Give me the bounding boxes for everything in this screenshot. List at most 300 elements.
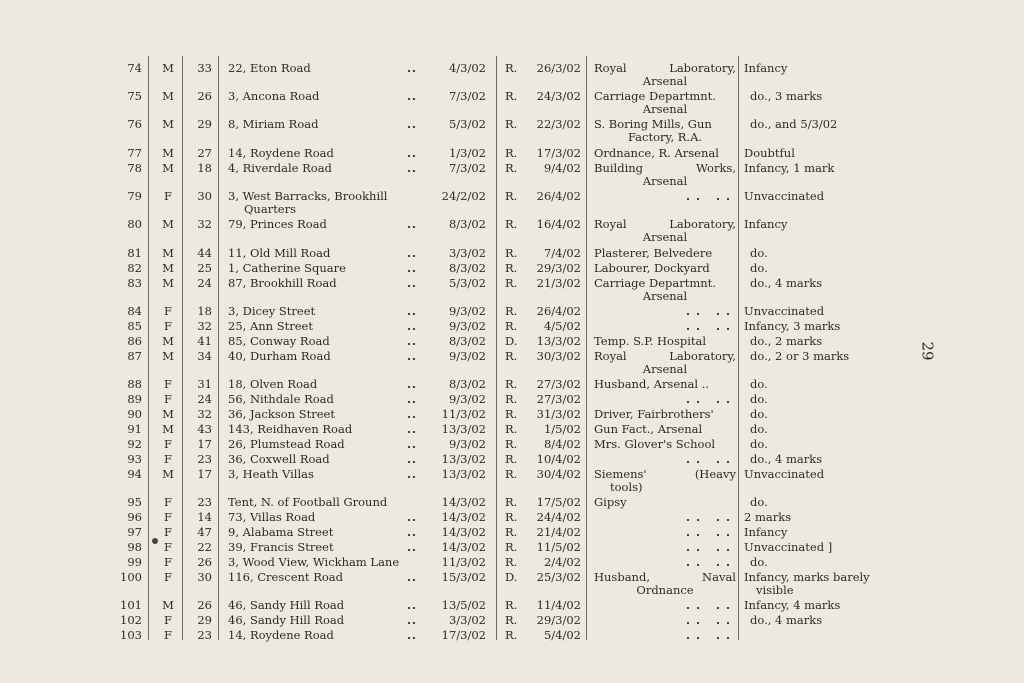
address-cell: 26, Plumstead Road xyxy=(228,437,345,451)
column-rule xyxy=(496,56,497,640)
entry-number: 93 xyxy=(127,452,142,466)
entry-number: 85 xyxy=(127,319,142,333)
sex-cell: M xyxy=(162,217,174,231)
notified-date: 13/3/02 xyxy=(441,422,486,436)
result-cell: R. xyxy=(505,261,518,275)
leader-dots: .. xyxy=(406,422,417,436)
sex-cell: F xyxy=(164,189,172,203)
sex-cell: M xyxy=(162,89,174,103)
occupation-line-1: Royal Laboratory, xyxy=(594,217,736,231)
occupation-line-2: Arsenal xyxy=(642,174,688,188)
sex-cell: M xyxy=(162,407,174,421)
age-cell: 30 xyxy=(197,570,212,584)
discharge-date: 31/3/02 xyxy=(536,407,581,421)
discharge-date: 16/4/02 xyxy=(536,217,581,231)
age-cell: 23 xyxy=(197,628,212,642)
age-cell: 17 xyxy=(197,467,212,481)
notified-date: 9/3/02 xyxy=(448,392,486,406)
result-cell: R. xyxy=(505,349,518,363)
vaccination-line-1: do. xyxy=(750,422,768,436)
occupation-line-2: Factory, R.A. xyxy=(627,130,703,144)
vaccination-cell xyxy=(744,423,914,436)
vaccination-cell xyxy=(744,190,914,203)
notified-date: 3/3/02 xyxy=(448,246,486,260)
leader-dots: .. xyxy=(406,377,417,391)
entry-number: 79 xyxy=(127,189,142,203)
vaccination-line-1: do. xyxy=(750,246,768,260)
leader-dots: .. xyxy=(406,570,417,584)
discharge-date: 30/4/02 xyxy=(536,467,581,481)
occupation-line-1: Royal Laboratory, xyxy=(594,349,736,363)
entry-number: 86 xyxy=(127,334,142,348)
age-cell: 26 xyxy=(197,598,212,612)
vaccination-cell xyxy=(744,90,914,103)
occupation-line-1: Carriage Departmnt. xyxy=(594,89,716,103)
age-cell: 43 xyxy=(197,422,212,436)
ditto-dots: .. .. xyxy=(685,628,736,642)
vaccination-line-1: do. xyxy=(750,261,768,275)
vaccination-line-1: do. xyxy=(750,437,768,451)
age-cell: 32 xyxy=(197,407,212,421)
leader-dots: .. xyxy=(406,349,417,363)
result-cell: D. xyxy=(505,570,518,584)
discharge-date: 26/4/02 xyxy=(536,304,581,318)
ditto-dots: .. .. xyxy=(685,304,736,318)
column-rule xyxy=(218,56,219,640)
occupation-line-2: Arsenal xyxy=(642,362,688,376)
address-line-1: 3, West Barracks, Brookhill xyxy=(228,189,388,203)
sex-cell: M xyxy=(162,598,174,612)
notified-date: 24/2/02 xyxy=(441,189,486,203)
age-cell: 47 xyxy=(197,525,212,539)
entry-number: 99 xyxy=(127,555,142,569)
vaccination-cell xyxy=(744,468,914,481)
entry-number: 97 xyxy=(127,525,142,539)
occupation-cell xyxy=(594,468,736,494)
result-cell: R. xyxy=(505,319,518,333)
vaccination-line-1: do., and 5/3/02 xyxy=(750,117,838,131)
occupation-cell xyxy=(594,262,736,275)
address-cell: 18, Olven Road xyxy=(228,377,318,391)
notified-date: 13/5/02 xyxy=(441,598,486,612)
result-cell: R. xyxy=(505,437,518,451)
address-cell: 4, Riverdale Road xyxy=(228,161,332,175)
ditto-dots: .. .. xyxy=(685,540,736,554)
entry-number: 89 xyxy=(127,392,142,406)
result-cell: R. xyxy=(505,525,518,539)
vaccination-cell xyxy=(744,218,914,231)
notified-date: 13/3/02 xyxy=(441,452,486,466)
sex-cell: M xyxy=(162,61,174,75)
discharge-date: 17/3/02 xyxy=(536,146,581,160)
age-cell: 29 xyxy=(197,613,212,627)
result-cell: R. xyxy=(505,377,518,391)
sex-cell: M xyxy=(162,467,174,481)
address-cell: 11, Old Mill Road xyxy=(228,246,331,260)
ditto-dots: .. .. xyxy=(685,392,736,406)
occupation-line-1: S. Boring Mills, Gun xyxy=(594,117,712,131)
leader-dots: .. xyxy=(406,319,417,333)
vaccination-line-1: Unvaccinated xyxy=(744,467,825,481)
age-cell: 18 xyxy=(197,161,212,175)
column-rule xyxy=(586,56,587,640)
discharge-date: 29/3/02 xyxy=(536,613,581,627)
notified-date: 8/3/02 xyxy=(448,261,486,275)
sex-cell: M xyxy=(162,117,174,131)
occupation-line-1: Temp. S.P. Hospital xyxy=(594,334,707,348)
vaccination-cell xyxy=(744,408,914,421)
age-cell: 18 xyxy=(197,304,212,318)
address-line-2: Quarters xyxy=(244,202,297,216)
sex-cell: F xyxy=(164,377,172,391)
sex-cell: F xyxy=(164,304,172,318)
entry-number: 75 xyxy=(127,89,142,103)
occupation-line-1: Driver, Fairbrothers' xyxy=(594,407,714,421)
notified-date: 14/3/02 xyxy=(441,540,486,554)
occupation-cell xyxy=(594,62,736,88)
leader-dots: .. xyxy=(406,161,417,175)
leader-dots: .. xyxy=(406,525,417,539)
address-cell: 40, Durham Road xyxy=(228,349,331,363)
leader-dots: .. xyxy=(406,392,417,406)
sex-cell: F xyxy=(164,495,172,509)
leader-dots: .. xyxy=(406,452,417,466)
notified-date: 11/3/02 xyxy=(441,407,486,421)
occupation-line-1: Siemens' (Heavy xyxy=(594,467,736,481)
occupation-cell xyxy=(594,541,736,554)
leader-dots: .. xyxy=(406,628,417,642)
vaccination-cell xyxy=(744,393,914,406)
occupation-cell xyxy=(594,190,736,203)
discharge-date: 24/4/02 xyxy=(536,510,581,524)
vaccination-line-1: Infancy xyxy=(744,217,788,231)
notified-date: 9/3/02 xyxy=(448,437,486,451)
discharge-date: 13/3/02 xyxy=(536,334,581,348)
vaccination-cell xyxy=(744,335,914,348)
result-cell: R. xyxy=(505,146,518,160)
vaccination-cell xyxy=(744,350,914,363)
address-cell: 3, Wood View, Wickham Lane xyxy=(228,555,400,569)
occupation-cell xyxy=(594,147,736,160)
result-cell: R. xyxy=(505,161,518,175)
leader-dots: .. xyxy=(406,146,417,160)
vaccination-cell xyxy=(744,526,914,539)
age-cell: 17 xyxy=(197,437,212,451)
vaccination-cell xyxy=(744,305,914,318)
vaccination-line-1: do. xyxy=(750,495,768,509)
address-cell: 73, Villas Road xyxy=(228,510,316,524)
notified-date: 8/3/02 xyxy=(448,334,486,348)
vaccination-cell xyxy=(744,599,914,612)
result-cell: R. xyxy=(505,452,518,466)
leader-dots: .. xyxy=(406,304,417,318)
occupation-cell xyxy=(594,629,736,642)
occupation-cell xyxy=(594,526,736,539)
leader-dots: .. xyxy=(406,61,417,75)
notified-date: 14/3/02 xyxy=(441,510,486,524)
discharge-date: 27/3/02 xyxy=(536,392,581,406)
address-cell: 1, Catherine Square xyxy=(228,261,346,275)
occupation-line-2: Arsenal xyxy=(642,74,688,88)
entry-number: 77 xyxy=(127,146,142,160)
age-cell: 31 xyxy=(197,377,212,391)
occupation-line-1: Gipsy xyxy=(594,495,627,509)
occupation-cell xyxy=(594,162,736,188)
result-cell: R. xyxy=(505,392,518,406)
occupation-line-1: Husband, Naval xyxy=(594,570,736,584)
entry-number: 96 xyxy=(127,510,142,524)
leader-dots: .. xyxy=(406,117,417,131)
result-cell: R. xyxy=(505,89,518,103)
address-cell: 46, Sandy Hill Road xyxy=(228,613,345,627)
occupation-cell xyxy=(594,320,736,333)
page-number: 29 xyxy=(918,341,937,361)
result-cell: R. xyxy=(505,117,518,131)
column-rule xyxy=(148,56,149,640)
occupation-line-1: Ordnance, R. Arsenal xyxy=(594,146,719,160)
leader-dots: .. xyxy=(406,407,417,421)
occupation-line-2: Ordnance xyxy=(636,583,694,597)
sex-cell: F xyxy=(164,628,172,642)
address-cell xyxy=(228,190,418,216)
leader-dots: .. xyxy=(406,613,417,627)
entry-number: 80 xyxy=(127,217,142,231)
vaccination-line-1: Infancy, 4 marks xyxy=(744,598,841,612)
occupation-line-1: Husband, Arsenal .. xyxy=(594,377,710,391)
result-cell: R. xyxy=(505,422,518,436)
vaccination-line-1: do., 4 marks xyxy=(750,276,823,290)
entry-number: 95 xyxy=(127,495,142,509)
occupation-line-2: Arsenal xyxy=(642,230,688,244)
occupation-cell xyxy=(594,556,736,569)
vaccination-cell xyxy=(744,571,914,597)
vaccination-line-1: Infancy, marks barely xyxy=(744,570,870,584)
notified-date: 14/3/02 xyxy=(441,495,486,509)
leader-dots: .. xyxy=(406,437,417,451)
vaccination-cell xyxy=(744,62,914,75)
vaccination-line-1: Infancy xyxy=(744,525,788,539)
vaccination-cell xyxy=(744,378,914,391)
vaccination-line-1: Infancy, 1 mark xyxy=(744,161,835,175)
sex-cell: M xyxy=(162,334,174,348)
leader-dots: .. xyxy=(406,334,417,348)
occupation-cell xyxy=(594,305,736,318)
vaccination-cell xyxy=(744,277,914,290)
ditto-dots: .. .. xyxy=(685,613,736,627)
entry-number: 87 xyxy=(127,349,142,363)
discharge-date: 10/4/02 xyxy=(536,452,581,466)
entry-number: 98 xyxy=(127,540,142,554)
vaccination-cell xyxy=(744,262,914,275)
occupation-line-2: Arsenal xyxy=(642,289,688,303)
entry-number: 78 xyxy=(127,161,142,175)
result-cell: R. xyxy=(505,540,518,554)
entry-number: 84 xyxy=(127,304,142,318)
age-cell: 30 xyxy=(197,189,212,203)
occupation-cell xyxy=(594,118,736,144)
sex-cell: F xyxy=(164,319,172,333)
discharge-date: 21/3/02 xyxy=(536,276,581,290)
notified-date: 15/3/02 xyxy=(441,570,486,584)
notified-date: 9/3/02 xyxy=(448,304,486,318)
address-cell: Tent, N. of Football Ground xyxy=(228,495,388,509)
address-cell: 87, Brookhill Road xyxy=(228,276,337,290)
vaccination-line-1: do. xyxy=(750,555,768,569)
discharge-date: 7/4/02 xyxy=(543,246,581,260)
age-cell: 23 xyxy=(197,452,212,466)
ditto-dots: .. .. xyxy=(685,452,736,466)
occupation-cell xyxy=(594,423,736,436)
entry-number: 103 xyxy=(120,628,142,642)
occupation-cell xyxy=(594,453,736,466)
address-cell: 36, Coxwell Road xyxy=(228,452,330,466)
result-cell: R. xyxy=(505,61,518,75)
age-cell: 34 xyxy=(197,349,212,363)
discharge-date: 11/5/02 xyxy=(536,540,581,554)
occupation-cell xyxy=(594,408,736,421)
notified-date: 8/3/02 xyxy=(448,377,486,391)
address-cell: 39, Francis Street xyxy=(228,540,334,554)
result-cell: R. xyxy=(505,510,518,524)
discharge-date: 8/4/02 xyxy=(543,437,581,451)
occupation-cell xyxy=(594,90,736,116)
vaccination-cell xyxy=(744,147,914,160)
result-cell: R. xyxy=(505,217,518,231)
entry-number: 91 xyxy=(127,422,142,436)
sex-cell: M xyxy=(162,422,174,436)
occupation-cell xyxy=(594,350,736,376)
notified-date: 14/3/02 xyxy=(441,525,486,539)
entry-number: 90 xyxy=(127,407,142,421)
address-cell: 36, Jackson Street xyxy=(228,407,335,421)
address-cell: 143, Reidhaven Road xyxy=(228,422,353,436)
occupation-cell xyxy=(594,277,736,303)
address-cell: 22, Eton Road xyxy=(228,61,311,75)
vaccination-line-1: do. xyxy=(750,392,768,406)
occupation-cell xyxy=(594,614,736,627)
vaccination-cell xyxy=(744,162,914,175)
occupation-cell xyxy=(594,438,736,451)
entry-number: 81 xyxy=(127,246,142,260)
leader-dots: .. xyxy=(406,246,417,260)
discharge-date: 21/4/02 xyxy=(536,525,581,539)
result-cell: R. xyxy=(505,304,518,318)
leader-dots: .. xyxy=(406,467,417,481)
sex-cell: M xyxy=(162,161,174,175)
discharge-date: 5/4/02 xyxy=(543,628,581,642)
age-cell: 22 xyxy=(197,540,212,554)
age-cell: 26 xyxy=(197,555,212,569)
result-cell: R. xyxy=(505,555,518,569)
address-cell: 116, Crescent Road xyxy=(228,570,343,584)
sex-cell: M xyxy=(162,349,174,363)
result-cell: R. xyxy=(505,189,518,203)
occupation-cell xyxy=(594,218,736,244)
occupation-line-1: Building Works, xyxy=(594,161,736,175)
age-cell: 27 xyxy=(197,146,212,160)
sex-cell: F xyxy=(164,570,172,584)
entry-number: 88 xyxy=(127,377,142,391)
address-cell: 3, Dicey Street xyxy=(228,304,316,318)
vaccination-cell xyxy=(744,556,914,569)
discharge-date: 17/5/02 xyxy=(536,495,581,509)
column-rule xyxy=(738,56,739,640)
address-cell: 25, Ann Street xyxy=(228,319,313,333)
notified-date: 5/3/02 xyxy=(448,117,486,131)
occupation-cell xyxy=(594,496,736,509)
sex-cell: F xyxy=(164,452,172,466)
column-rule xyxy=(182,56,183,640)
sex-cell: M xyxy=(162,146,174,160)
sex-cell: F xyxy=(164,437,172,451)
vaccination-line-1: do. xyxy=(750,407,768,421)
occupation-cell xyxy=(594,599,736,612)
ditto-dots: .. .. xyxy=(685,510,736,524)
result-cell: R. xyxy=(505,598,518,612)
sex-cell: F xyxy=(164,392,172,406)
notified-date: 9/3/02 xyxy=(448,349,486,363)
vaccination-line-1: Doubtful xyxy=(744,146,795,160)
discharge-date: 1/5/02 xyxy=(543,422,581,436)
leader-dots: .. xyxy=(406,89,417,103)
notified-date: 3/3/02 xyxy=(448,613,486,627)
address-cell: 46, Sandy Hill Road xyxy=(228,598,345,612)
age-cell: 24 xyxy=(197,276,212,290)
vaccination-line-1: do., 2 or 3 marks xyxy=(750,349,850,363)
entry-number: 82 xyxy=(127,261,142,275)
vaccination-line-1: do., 2 marks xyxy=(750,334,823,348)
leader-dots: .. xyxy=(406,540,417,554)
discharge-date: 24/3/02 xyxy=(536,89,581,103)
entry-number: 74 xyxy=(127,61,142,75)
vaccination-line-1: 2 marks xyxy=(744,510,792,524)
vaccination-cell xyxy=(744,496,914,509)
occupation-line-2: tools) xyxy=(610,480,643,494)
notified-date: 5/3/02 xyxy=(448,276,486,290)
age-cell: 29 xyxy=(197,117,212,131)
discharge-date: 22/3/02 xyxy=(536,117,581,131)
age-cell: 24 xyxy=(197,392,212,406)
vaccination-cell xyxy=(744,118,914,131)
discharge-date: 9/4/02 xyxy=(543,161,581,175)
occupation-line-1: Gun Fact., Arsenal xyxy=(594,422,703,436)
vaccination-cell xyxy=(744,511,914,524)
entry-number: 92 xyxy=(127,437,142,451)
occupation-line-1: Labourer, Dockyard xyxy=(594,261,710,275)
entry-number: 102 xyxy=(120,613,142,627)
vaccination-line-1: Unvaccinated xyxy=(744,189,825,203)
notified-date: 11/3/02 xyxy=(441,555,486,569)
discharge-date: 26/4/02 xyxy=(536,189,581,203)
discharge-date: 25/3/02 xyxy=(536,570,581,584)
vaccination-line-2: visible xyxy=(756,583,794,597)
result-cell: R. xyxy=(505,467,518,481)
age-cell: 32 xyxy=(197,217,212,231)
vaccination-line-1: Infancy, 3 marks xyxy=(744,319,841,333)
discharge-date: 4/5/02 xyxy=(543,319,581,333)
sex-cell: F xyxy=(164,540,172,554)
sex-cell: F xyxy=(164,613,172,627)
age-cell: 25 xyxy=(197,261,212,275)
occupation-line-1: Plasterer, Belvedere xyxy=(594,246,713,260)
occupation-cell xyxy=(594,247,736,260)
occupation-line-1: Mrs. Glover's School xyxy=(594,437,716,451)
address-cell: 14, Roydene Road xyxy=(228,146,334,160)
discharge-date: 27/3/02 xyxy=(536,377,581,391)
notified-date: 7/3/02 xyxy=(448,89,486,103)
vaccination-line-1: Unvaccinated ] xyxy=(744,540,833,554)
notified-date: 13/3/02 xyxy=(441,467,486,481)
